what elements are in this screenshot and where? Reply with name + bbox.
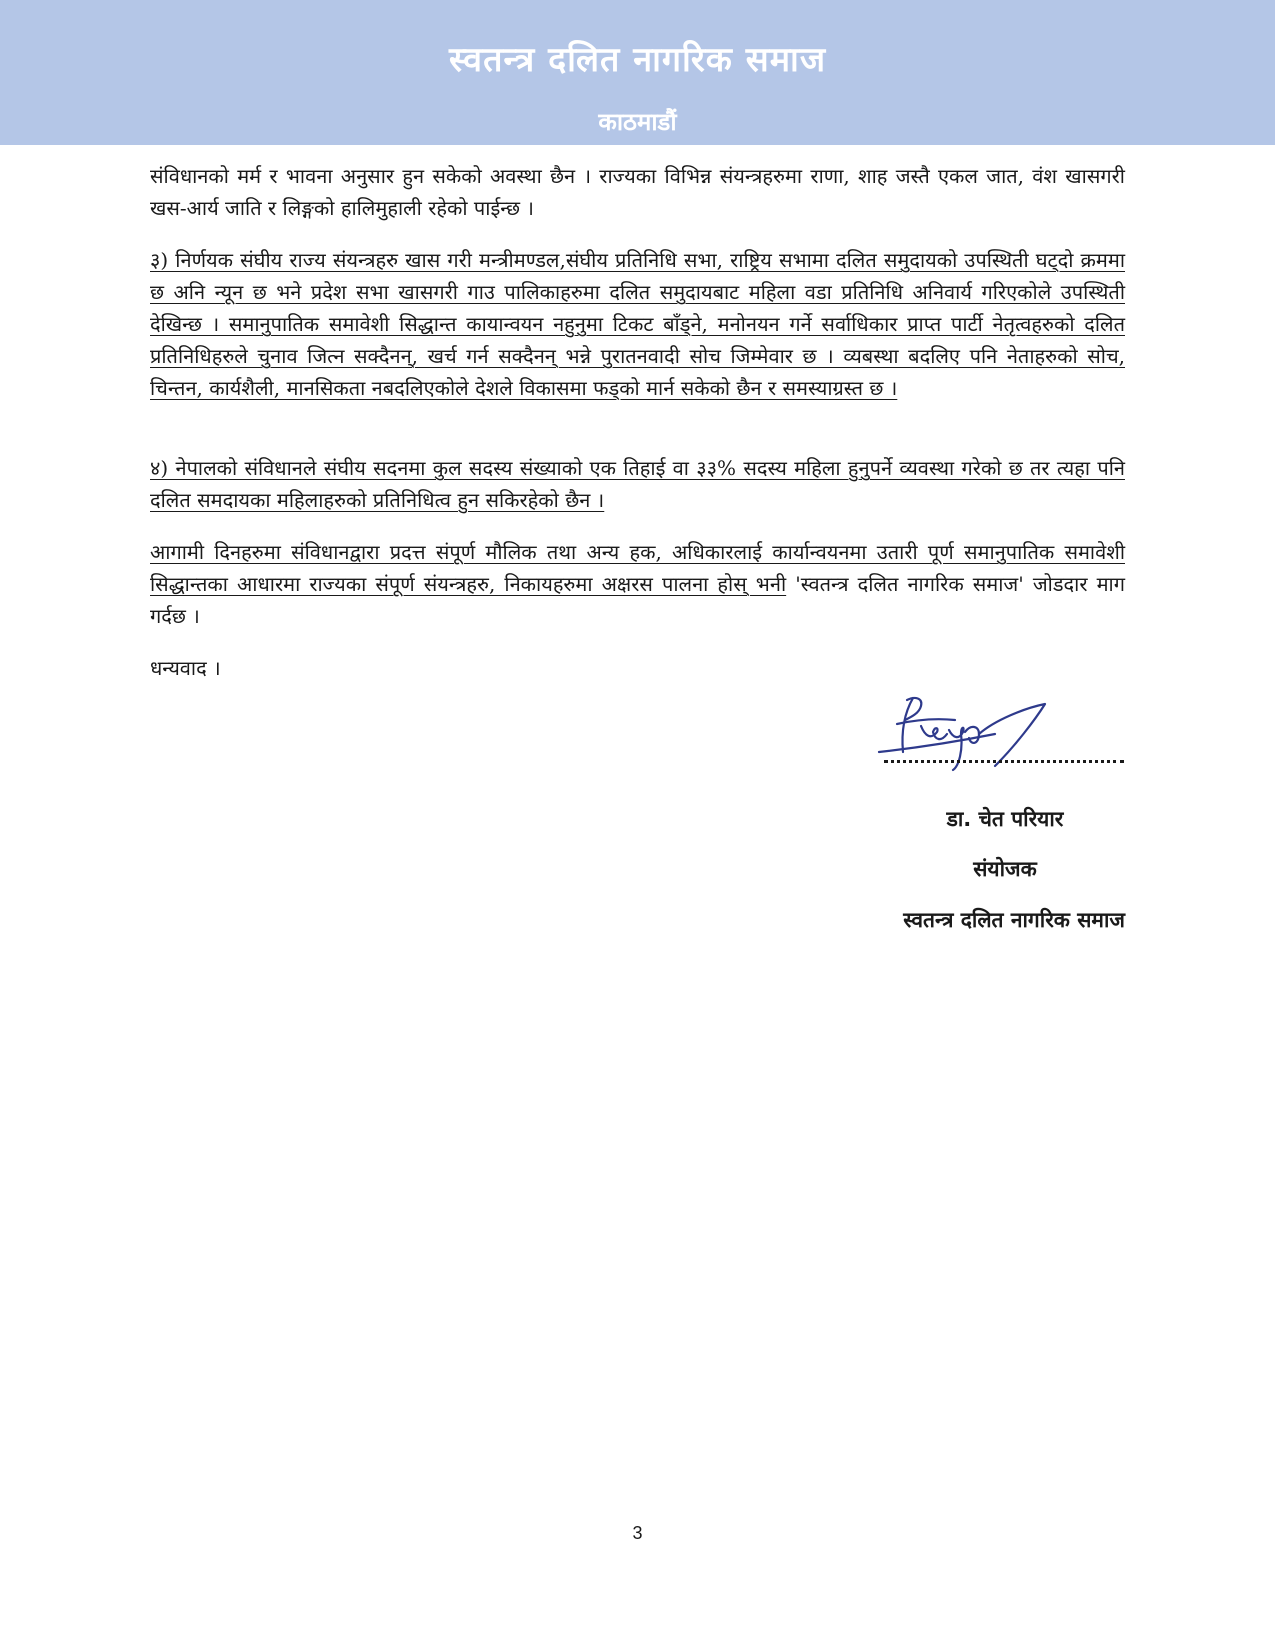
closing-thanks: धन्यवाद । <box>150 656 221 680</box>
signatory-organization: स्वतन्त्र दलित नागरिक समाज <box>903 908 1125 932</box>
organization-title: स्वतन्त्र दलित नागरिक समाज <box>448 40 827 80</box>
paragraph-point-4 <box>150 452 1125 516</box>
paragraph-demand <box>150 536 1125 632</box>
signatory-role: संयोजक <box>973 857 1037 881</box>
paragraph-demand-underlined: आगामी दिनहरुमा संविधानद्वारा प्रदत्त संपूर्ण मौलिक तथा अन्य हक, अधिकारलाई कार्यान्वयनमा उतारी पूर्ण समानुपातिक समावेशी सिद्धान्तका आधारमा राज्यका संपूर्ण संयन्त्रहरु, निकायहरुमा अक्षरस पालना होस् भनी <box>150 540 1125 596</box>
location-subtitle: काठमाडौं <box>598 108 677 136</box>
paragraph-point-3 <box>150 244 1125 404</box>
signatory-name: डा. चेत परियार <box>946 807 1064 831</box>
signature-dotted-line <box>884 760 1124 763</box>
paragraph-demand-rest: 'स्वतन्त्र दलित नागरिक समाज' जोडदार माग गर्दछ । <box>150 572 1125 628</box>
paragraph-point-3-text: ३) निर्णयक संघीय राज्य संयन्त्रहरु खास गरी मन्त्रीमण्डल,संघीय प्रतिनिधि सभा, राष्ट्रिय सभामा दलित समुदायको उपस्थिती घट्दो क्रममा छ अनि न्यून छ भने प्रदेश सभा खासगरी गाउ पालिकाहरुमा दलित समुदायबाट महिला वडा प्रतिनिधि अनिवार्य गरिएकोले उपस्थिती देखिन्छ । समानुपातिक समावेशी सिद्धान्त कायान्वयन नहुनुमा टिकट बाँड्ने, मनोनयन गर्ने सर्वाधिकार प्राप्त पार्टी नेतृत्वहरुको दलित प्रतिनिधिहरुले चुनाव जित्न सक्दैनन्, खर्च गर्न सक्दैनन् भन्ने पुरातनवादी सोच जिम्मेवार छ । व्यबस्था बदलिए पनि नेताहरुको सोच, चिन्तन, कार्यशैली, मानसिकता नबदलिएकोले देशले विकासमा फड्को मार्न सकेको छैन र समस्याग्रस्त छ । <box>150 248 1125 400</box>
page-number: 3 <box>632 1523 643 1543</box>
paragraph-point-4-text: ४) नेपालको संविधानले संघीय सदनमा कुल सदस्य संख्याको एक तिहाई वा ३३% सदस्य महिला हुनुपर्ने व्यवस्था गरेको छ तर त्यहा पनि दलित समदायका महिलाहरुको प्रतिनिधित्व हुन सकिरहेको छैन । <box>150 456 1125 512</box>
header-band <box>0 0 1275 145</box>
paragraph-intro: संविधानको मर्म र भावना अनुसार हुन सकेको अवस्था छैन । राज्यका विभिन्न संयन्त्रहरुमा राणा, शाह जस्तै एकल जात, वंश खासगरी खस-आर्य जाति र लिङ्गको हालिमुहाली रहेको पाईन्छ । <box>150 164 1125 220</box>
